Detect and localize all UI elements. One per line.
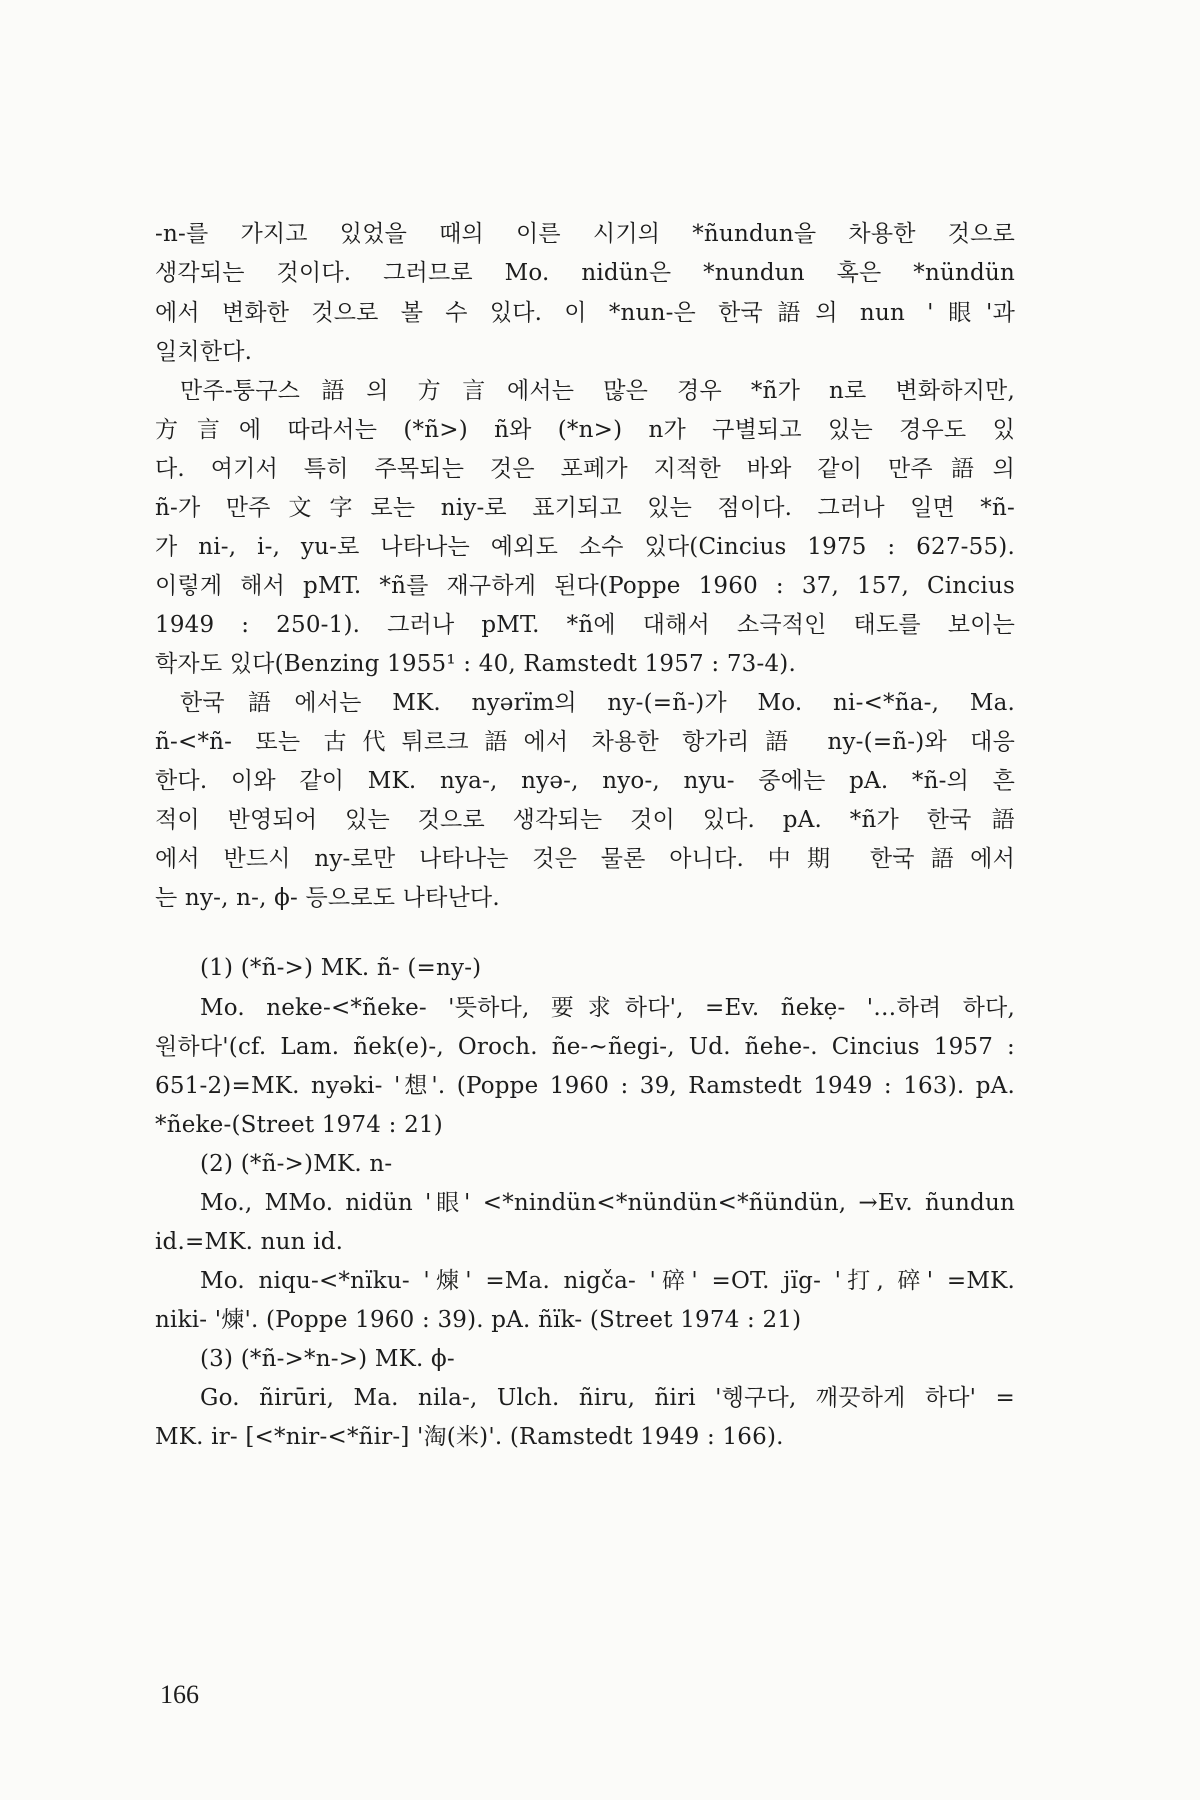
text-line: 만주-퉁구스語의 方言에서는 많은 경우 *ñ가 n로 변화하지만, xyxy=(180,378,1015,404)
example-line: Mo., MMo. nidün '眼' <*nindün<*nündün<*ñündün, →Ev. ñundun xyxy=(200,1190,1015,1216)
text-line: 학자도 있다(Benzing 1955¹ : 40, Ramstedt 1957 : 73-4). xyxy=(155,651,796,677)
example-heading: (2) (*ñ->)MK. n- xyxy=(200,1151,393,1177)
text-line: 다. 여기서 특히 주목되는 것은 포페가 지적한 바와 같이 만주語의 xyxy=(155,456,1015,482)
example-heading: (3) (*ñ->*n->) MK. ϕ- xyxy=(200,1346,455,1372)
text-line: ñ-<*ñ- 또는 古代튀르크語에서 차용한 항가리語 ny-(=ñ-)와 대응 xyxy=(155,729,1015,755)
page-number: 166 xyxy=(160,1680,199,1709)
text-line: ñ-가 만주文字로는 niy-로 표기되고 있는 점이다. 그러나 일면 *ñ- xyxy=(155,495,1015,521)
text-line: 는 ny-, n-, ϕ- 등으로도 나타난다. xyxy=(155,885,500,911)
text-line: 한다. 이와 같이 MK. nya-, nyə-, nyo-, nyu- 중에는 pA. *ñ-의 흔 xyxy=(155,768,1015,794)
example-line: id.=MK. nun id. xyxy=(155,1229,344,1255)
text-line: 에서 변화한 것으로 볼 수 있다. 이 *nun-은 한국語의 nun '眼'과 xyxy=(155,300,1015,326)
example-heading: (1) (*ñ->) MK. ñ- (=ny-) xyxy=(200,955,482,981)
example-line: Mo. neke-<*ñeke- '뜻하다, 要求하다', =Ev. ñekẹ- '…하려 하다, xyxy=(200,995,1015,1021)
text-line: 생각되는 것이다. 그러므로 Mo. nidün은 *nundun 혹은 *nündün xyxy=(155,260,1015,286)
text-line: 方言에 따라서는 (*ñ>) ñ와 (*n>) n가 구별되고 있는 경우도 있 xyxy=(155,417,1015,443)
example-line: *ñeke-(Street 1974 : 21) xyxy=(155,1112,443,1138)
text-line: 적이 반영되어 있는 것으로 생각되는 것이 있다. pA. *ñ가 한국語 xyxy=(155,807,1015,833)
example-line: Mo. niqu-<*nïku- '煉' =Ma. nigča- '碎' =OT. jïg- '打, 碎' =MK. xyxy=(200,1268,1015,1294)
text-line: 1949 : 250-1). 그러나 pMT. *ñ에 대해서 소극적인 태도를 보이는 xyxy=(155,612,1015,638)
text-line: 가 ni-, i-, yu-로 나타나는 예외도 소수 있다(Cincius 1975 : 627-55). xyxy=(155,534,1015,560)
text-line: 한국語에서는 MK. nyərïm의 ny-(=ñ-)가 Mo. ni-<*ña-, Ma. xyxy=(180,690,1015,716)
example-line: 원하다'(cf. Lam. ñek(e)-, Oroch. ñe-~ñegi-, Ud. ñehe-. Cincius 1957 : xyxy=(155,1034,1015,1060)
example-line: niki- '煉'. (Poppe 1960 : 39). pA. ñïk- (Street 1974 : 21) xyxy=(155,1307,802,1333)
example-line: Go. ñirūri, Ma. nila-, Ulch. ñiru, ñiri '헹구다, 깨끗하게 하다' = xyxy=(200,1385,1015,1411)
text-line: 이렇게 해서 pMT. *ñ를 재구하게 된다(Poppe 1960 : 37, 157, Cincius xyxy=(155,573,1015,599)
text-line: 에서 반드시 ny-로만 나타나는 것은 물론 아니다. 中期 한국語에서 xyxy=(155,846,1015,872)
text-line: -n-를 가지고 있었을 때의 이른 시기의 *ñundun을 차용한 것으로 xyxy=(155,221,1015,247)
example-line: 651-2)=MK. nyəki- '想'. (Poppe 1960 : 39, Ramstedt 1949 : 163). pA. xyxy=(155,1073,1015,1099)
example-line: MK. ir- [<*nir-<*ñir-] '淘(米)'. (Ramstedt 1949 : 166). xyxy=(155,1424,784,1450)
text-line: 일치한다. xyxy=(155,339,253,365)
